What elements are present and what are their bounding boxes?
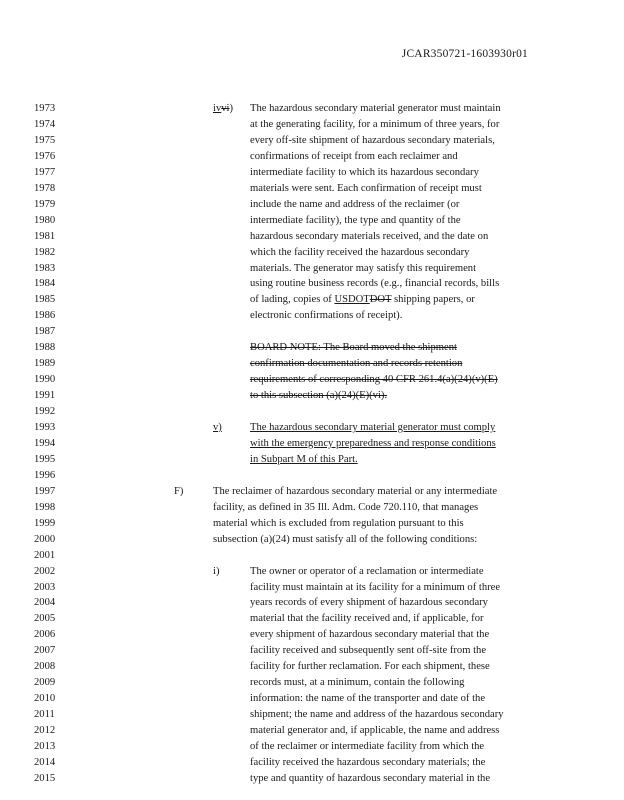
document-line <box>0 404 624 420</box>
line-number: 2011 <box>34 709 55 721</box>
deleted-text: vi <box>221 103 230 114</box>
line-text <box>250 197 459 213</box>
line-text <box>213 516 464 532</box>
line-text <box>250 229 488 245</box>
line-text <box>213 500 478 516</box>
line-text <box>250 213 461 229</box>
document-line <box>0 149 624 165</box>
line-number: 2003 <box>34 581 56 593</box>
line-text <box>250 292 475 308</box>
line-text <box>250 261 476 277</box>
list-marker <box>174 484 183 500</box>
line-number: 2005 <box>34 613 56 625</box>
line-text <box>250 675 464 691</box>
document-line <box>0 723 624 739</box>
deleted-text: BOARD NOTE: The Board moved the shipment <box>250 342 457 354</box>
line-number: 1984 <box>34 278 56 290</box>
inserted-text: The hazardous secondary material generator must comply <box>250 422 496 433</box>
document-line <box>0 181 624 197</box>
document-line <box>0 675 624 691</box>
line-text <box>213 532 477 548</box>
text-run: which the facility received the hazardous secondary <box>250 246 470 258</box>
document-line <box>0 117 624 133</box>
document-line <box>0 388 624 404</box>
line-text <box>250 149 458 165</box>
text-run: intermediate facility), the type and quantity of the <box>250 214 461 226</box>
document-line <box>0 755 624 771</box>
document-line <box>0 229 624 245</box>
text-run: information: the name of the transporter and date of the <box>250 693 486 705</box>
text-run: confirmations of receipt from each reclaimer and <box>250 150 458 162</box>
line-text <box>250 276 499 292</box>
line-text <box>250 245 469 261</box>
document-id-header: JCAR350721-1603930r01 <box>401 48 528 60</box>
text-run: facility received the hazardous secondary materials; the <box>250 756 486 768</box>
line-text <box>250 101 501 117</box>
line-text <box>250 580 500 596</box>
line-text <box>250 340 457 356</box>
line-text <box>250 308 402 324</box>
line-text <box>250 133 495 149</box>
line-number: 1977 <box>34 166 56 178</box>
inserted-text: v) <box>213 422 222 433</box>
document-line <box>0 292 624 308</box>
marker-text: F) <box>174 485 184 497</box>
document-line <box>0 564 624 580</box>
document-line <box>0 659 624 675</box>
line-text <box>213 484 497 500</box>
text-run: type and quantity of hazardous secondary material in the <box>250 772 491 784</box>
line-text <box>250 564 484 580</box>
text-run: shipping papers, or <box>391 294 475 306</box>
inserted-text: USDOT <box>334 294 370 306</box>
inserted-text: in Subpart M of this Part. <box>250 453 358 465</box>
line-text <box>250 643 486 659</box>
text-run: every off-site shipment of hazardous secondary materials, <box>250 134 495 146</box>
document-line <box>0 643 624 659</box>
deleted-text: confirmation documentation and records retention <box>250 358 463 370</box>
document-line <box>0 627 624 643</box>
inserted-text: iv <box>213 103 222 114</box>
list-marker <box>213 564 219 580</box>
text-run: electronic confirmations of receipt). <box>250 310 403 322</box>
document-line <box>0 468 624 484</box>
text-run: subsection (a)(24) must satisfy all of the following conditions: <box>213 533 478 545</box>
text-run: facility received and subsequently sent off-site from the <box>250 645 487 657</box>
line-number: 1987 <box>34 326 56 338</box>
text-run: The reclaimer of hazardous secondary material or any intermediate <box>213 485 498 497</box>
line-number: 2014 <box>34 756 56 768</box>
line-text <box>250 595 488 611</box>
document-line <box>0 197 624 213</box>
text-run: material generator and, if applicable, the name and address <box>250 725 500 737</box>
line-number: 2001 <box>34 549 56 561</box>
line-text <box>250 755 485 771</box>
line-number: 1989 <box>34 358 56 370</box>
text-run: materials. The generator may satisfy this requirement <box>250 262 477 274</box>
line-number: 2012 <box>34 725 56 737</box>
deleted-text: to this subsection (a)(24)(E)(vi). <box>250 390 388 402</box>
document-line <box>0 420 624 436</box>
line-text <box>250 739 484 755</box>
line-text <box>250 611 484 627</box>
document-line <box>0 436 624 452</box>
line-number: 1991 <box>34 390 56 402</box>
line-number: 2004 <box>34 597 56 609</box>
line-text <box>250 420 495 436</box>
text-run: The hazardous secondary material generator must maintain <box>250 103 501 114</box>
text-run: records must, at a minimum, contain the following <box>250 677 465 689</box>
line-number: 1978 <box>34 182 56 194</box>
line-number: 2006 <box>34 629 56 641</box>
line-number: 1998 <box>34 501 56 513</box>
text-run: every shipment of hazardous secondary material that the <box>250 629 490 641</box>
document-line <box>0 324 624 340</box>
line-number: 2007 <box>34 645 56 657</box>
text-run: material which is excluded from regulation pursuant to this <box>213 517 464 529</box>
line-number: 1990 <box>34 374 56 386</box>
document-line <box>0 580 624 596</box>
document-line <box>0 213 624 229</box>
line-number: 2009 <box>34 677 56 689</box>
text-run: of the reclaimer or intermediate facility from which the <box>250 741 485 752</box>
line-number: 2008 <box>34 661 56 673</box>
line-number: 1992 <box>34 406 56 418</box>
line-text <box>250 691 485 707</box>
line-number: 1985 <box>34 294 56 306</box>
document-line <box>0 500 624 516</box>
line-text <box>250 181 482 197</box>
text-run: years records of every shipment of hazardous secondary <box>250 597 488 609</box>
line-number: 1981 <box>34 230 56 242</box>
line-number: 1979 <box>34 198 56 210</box>
line-number: 1994 <box>34 437 56 449</box>
text-run: shipment; the name and address of the hazardous secondary <box>250 709 504 721</box>
document-line <box>0 308 624 324</box>
document-line <box>0 516 624 532</box>
line-number: 1996 <box>34 469 56 481</box>
document-line <box>0 245 624 261</box>
line-text <box>250 659 490 675</box>
line-number: 2002 <box>34 565 56 577</box>
document-line <box>0 707 624 723</box>
document-line <box>0 101 624 117</box>
line-number: 1973 <box>34 103 56 114</box>
text-run: facility for further reclamation. For each shipment, these <box>250 661 490 673</box>
line-text <box>250 117 499 133</box>
line-text <box>250 723 499 739</box>
document-line <box>0 372 624 388</box>
line-text <box>250 436 496 452</box>
document-line <box>0 340 624 356</box>
text-run: intermediate facility to which its hazardous secondary <box>250 166 479 178</box>
line-number: 1974 <box>34 118 56 130</box>
document-line <box>0 261 624 277</box>
text-run: materials were sent. Each confirmation of receipt must <box>250 182 482 194</box>
document-line <box>0 484 624 500</box>
text-run: at the generating facility, for a minimum of three years, for <box>250 118 500 130</box>
line-text <box>250 372 498 388</box>
marker-text: i) <box>213 565 220 577</box>
line-text <box>250 627 489 643</box>
document-line <box>0 532 624 548</box>
document-line <box>0 133 624 149</box>
line-number: 1980 <box>34 214 56 226</box>
line-number: 1982 <box>34 246 56 258</box>
line-number: 2015 <box>34 772 56 784</box>
text-run: hazardous secondary materials received, and the date on <box>250 230 489 242</box>
text-run: of lading, copies of <box>250 294 335 306</box>
line-number: 1995 <box>34 453 56 465</box>
document-line <box>0 611 624 627</box>
inserted-text: with the emergency preparedness and response conditions <box>250 437 496 449</box>
line-number: 1975 <box>34 134 56 146</box>
line-number: 2000 <box>34 533 56 545</box>
line-number: 1988 <box>34 342 56 354</box>
line-number: 1983 <box>34 262 56 274</box>
text-run: material that the facility received and, if applicable, for <box>250 613 484 625</box>
line-number: 1997 <box>34 485 56 497</box>
line-number: 2010 <box>34 693 56 705</box>
document-line <box>0 595 624 611</box>
document-line <box>0 165 624 181</box>
line-text <box>250 452 358 468</box>
marker-text: ) <box>229 103 234 114</box>
document-line <box>0 452 624 468</box>
list-marker <box>213 420 222 436</box>
line-text <box>250 707 504 723</box>
document-line <box>0 691 624 707</box>
text-run: facility, as defined in 35 Ill. Adm. Code 720.110, that manages <box>213 501 479 513</box>
line-number: 1976 <box>34 150 56 162</box>
document-line <box>0 356 624 372</box>
line-number: 1999 <box>34 517 56 529</box>
line-text <box>250 356 462 372</box>
line-number: 1993 <box>34 422 56 433</box>
text-run: facility must maintain at its facility for a minimum of three <box>250 581 501 593</box>
line-text <box>250 388 387 404</box>
deleted-text: DOT <box>369 294 392 306</box>
document-line <box>0 771 624 787</box>
line-number: 1986 <box>34 310 56 322</box>
text-run: The owner or operator of a reclamation or intermediate <box>250 565 484 577</box>
line-text <box>250 771 490 787</box>
document-line <box>0 276 624 292</box>
text-run: include the name and address of the reclaimer (or <box>250 198 460 210</box>
line-number: 2013 <box>34 741 56 752</box>
deleted-text: requirements of corresponding 40 CFR 261.4(a)(24)(v)(E) <box>250 374 498 386</box>
line-text <box>250 165 479 181</box>
document-line <box>0 739 624 755</box>
document-line <box>0 548 624 564</box>
list-marker <box>213 101 233 117</box>
text-run: using routine business records (e.g., financial records, bills <box>250 278 500 290</box>
